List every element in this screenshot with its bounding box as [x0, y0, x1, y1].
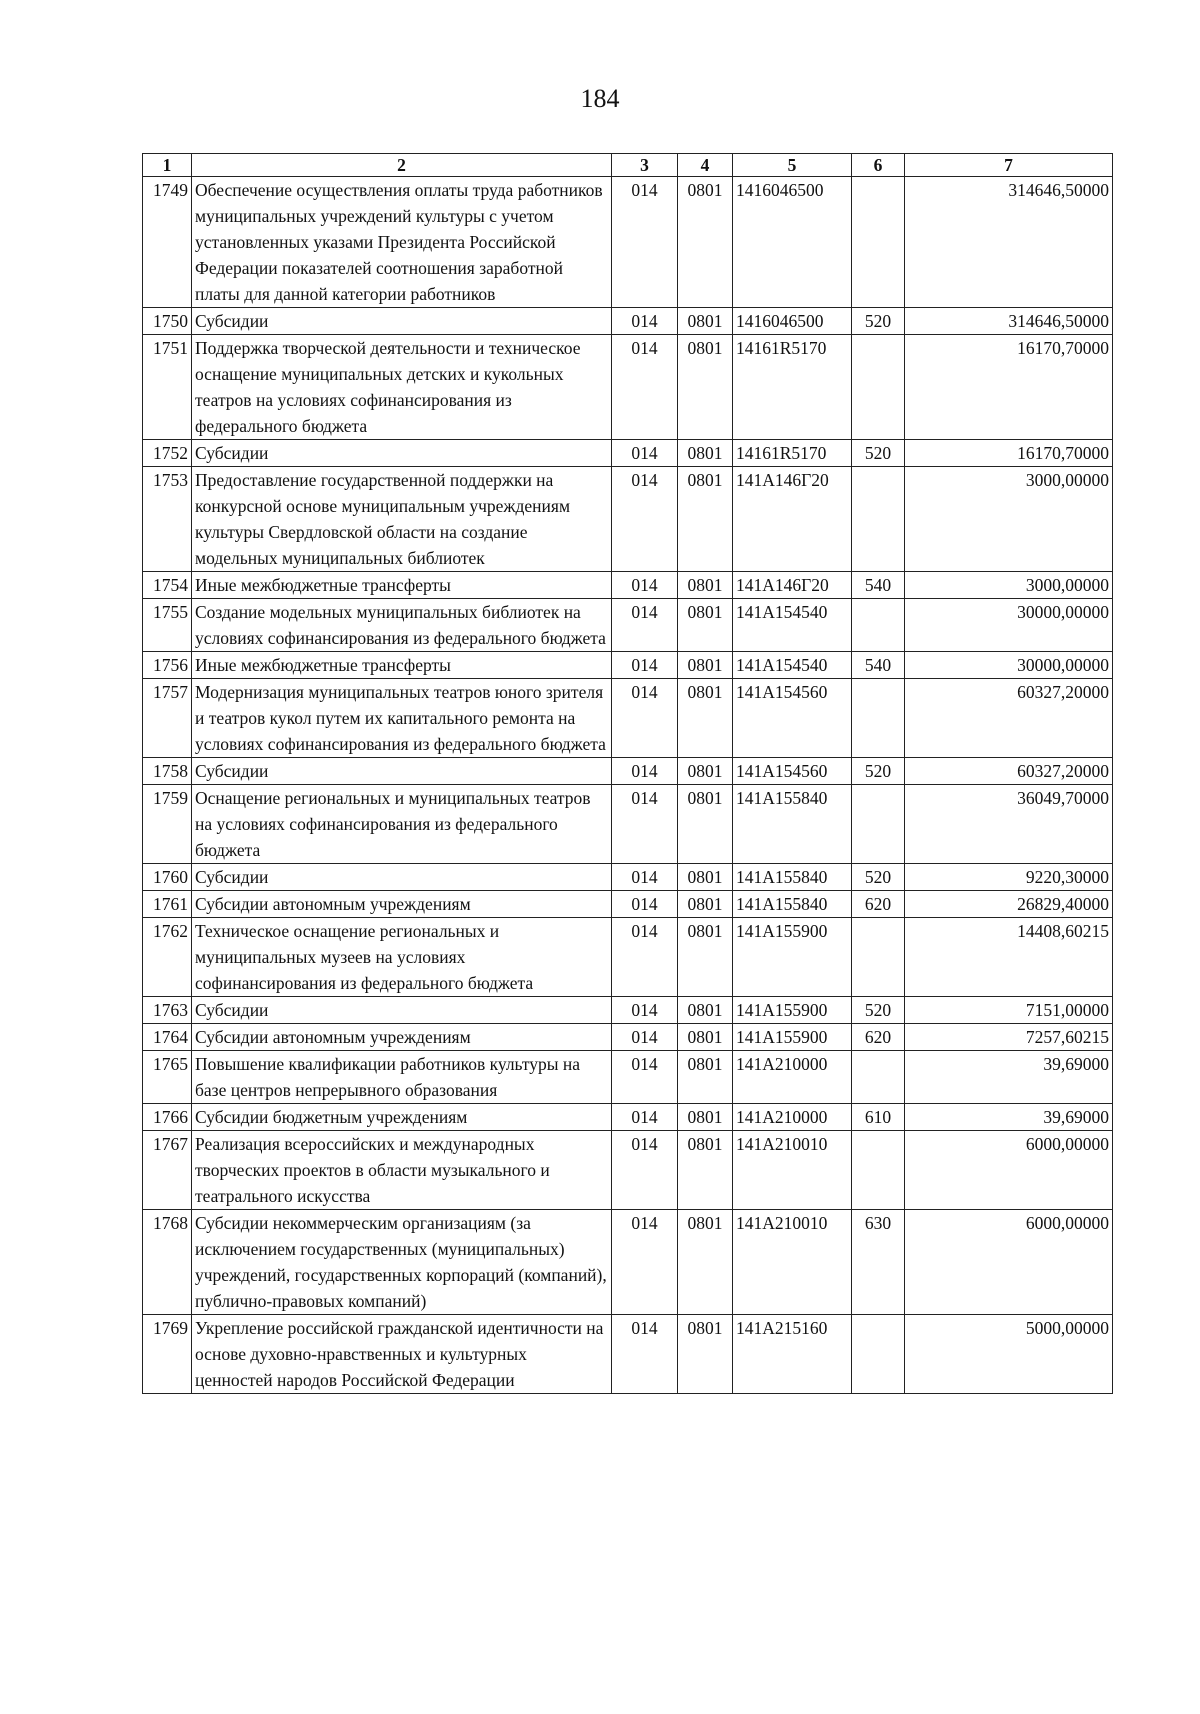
row-chapter-code: 014: [612, 652, 678, 679]
row-section-code: 0801: [678, 599, 733, 652]
row-number: 1767: [143, 1131, 192, 1210]
row-chapter-code: 014: [612, 1024, 678, 1051]
row-chapter-code: 014: [612, 308, 678, 335]
row-amount: 26829,40000: [905, 891, 1113, 918]
row-amount: 3000,00000: [905, 467, 1113, 572]
row-amount: 14408,60215: [905, 918, 1113, 997]
row-amount: 3000,00000: [905, 572, 1113, 599]
row-expense-type: [852, 177, 905, 308]
table-row: [143, 440, 1113, 467]
row-expense-type: [852, 918, 905, 997]
row-target-code: 141A155840: [733, 785, 852, 864]
table-row: [143, 335, 1113, 440]
row-number: 1749: [143, 177, 192, 308]
row-amount: 16170,70000: [905, 440, 1113, 467]
table-row: [143, 652, 1113, 679]
row-amount: 39,69000: [905, 1051, 1113, 1104]
row-amount: 5000,00000: [905, 1315, 1113, 1394]
table-row: [143, 308, 1113, 335]
row-expense-type: [852, 1051, 905, 1104]
row-section-code: 0801: [678, 785, 733, 864]
header-col-5: 5: [733, 154, 852, 177]
row-number: 1751: [143, 335, 192, 440]
row-expense-type: 630: [852, 1210, 905, 1315]
row-chapter-code: 014: [612, 1131, 678, 1210]
row-chapter-code: 014: [612, 335, 678, 440]
row-number: 1754: [143, 572, 192, 599]
row-expense-type: 520: [852, 997, 905, 1024]
header-col-1: 1: [143, 154, 192, 177]
row-chapter-code: 014: [612, 679, 678, 758]
row-target-code: 141A146Г20: [733, 467, 852, 572]
row-number: 1756: [143, 652, 192, 679]
row-target-code: 141A146Г20: [733, 572, 852, 599]
row-name: Оснащение региональных и муниципальных театров на условиях софинансирования из федерального бюджета: [192, 785, 612, 864]
header-col-3: 3: [612, 154, 678, 177]
row-name: Субсидии автономным учреждениям: [192, 891, 612, 918]
row-target-code: 1416046500: [733, 177, 852, 308]
row-target-code: 141A154560: [733, 758, 852, 785]
row-amount: 60327,20000: [905, 679, 1113, 758]
row-name: Иные межбюджетные трансферты: [192, 572, 612, 599]
page-number: 184: [580, 84, 620, 113]
table-row: [143, 997, 1113, 1024]
row-name: Субсидии: [192, 308, 612, 335]
row-target-code: 141A154560: [733, 679, 852, 758]
header-col-6: 6: [852, 154, 905, 177]
table-row: [143, 1131, 1113, 1210]
row-chapter-code: 014: [612, 572, 678, 599]
row-amount: 7151,00000: [905, 997, 1113, 1024]
row-name: Субсидии: [192, 440, 612, 467]
row-target-code: 141A155900: [733, 997, 852, 1024]
row-amount: 30000,00000: [905, 652, 1113, 679]
table-row: [143, 891, 1113, 918]
row-number: 1755: [143, 599, 192, 652]
table-row: [143, 599, 1113, 652]
row-section-code: 0801: [678, 572, 733, 599]
row-name: Создание модельных муниципальных библиотек на условиях софинансирования из федерального бюджета: [192, 599, 612, 652]
row-expense-type: [852, 335, 905, 440]
row-target-code: 14161R5170: [733, 335, 852, 440]
row-chapter-code: 014: [612, 177, 678, 308]
row-chapter-code: 014: [612, 1210, 678, 1315]
table-row: [143, 1051, 1113, 1104]
row-amount: 16170,70000: [905, 335, 1113, 440]
row-expense-type: 520: [852, 864, 905, 891]
row-section-code: 0801: [678, 918, 733, 997]
row-chapter-code: 014: [612, 599, 678, 652]
row-chapter-code: 014: [612, 1104, 678, 1131]
row-expense-type: 520: [852, 758, 905, 785]
row-name: Субсидии автономным учреждениям: [192, 1024, 612, 1051]
table-row: [143, 572, 1113, 599]
row-section-code: 0801: [678, 652, 733, 679]
row-target-code: 1416046500: [733, 308, 852, 335]
row-section-code: 0801: [678, 440, 733, 467]
row-chapter-code: 014: [612, 891, 678, 918]
table-row: [143, 177, 1113, 308]
row-name: Субсидии бюджетным учреждениям: [192, 1104, 612, 1131]
row-name: Субсидии: [192, 997, 612, 1024]
row-section-code: 0801: [678, 335, 733, 440]
row-target-code: 141A154540: [733, 652, 852, 679]
row-section-code: 0801: [678, 997, 733, 1024]
row-number: 1750: [143, 308, 192, 335]
row-target-code: 141A210000: [733, 1051, 852, 1104]
row-expense-type: [852, 1315, 905, 1394]
row-name: Повышение квалификации работников культуры на базе центров непрерывного образования: [192, 1051, 612, 1104]
row-expense-type: 520: [852, 440, 905, 467]
row-expense-type: [852, 1131, 905, 1210]
row-section-code: 0801: [678, 679, 733, 758]
row-chapter-code: 014: [612, 785, 678, 864]
row-chapter-code: 014: [612, 918, 678, 997]
row-section-code: 0801: [678, 1104, 733, 1131]
table-row: [143, 1104, 1113, 1131]
row-expense-type: [852, 467, 905, 572]
row-name: Иные межбюджетные трансферты: [192, 652, 612, 679]
row-target-code: 141A154540: [733, 599, 852, 652]
row-target-code: 141A155840: [733, 891, 852, 918]
row-amount: 39,69000: [905, 1104, 1113, 1131]
table-row: [143, 679, 1113, 758]
row-target-code: 14161R5170: [733, 440, 852, 467]
row-amount: 6000,00000: [905, 1210, 1113, 1315]
row-number: 1766: [143, 1104, 192, 1131]
table-row: [143, 1315, 1113, 1394]
row-amount: 6000,00000: [905, 1131, 1113, 1210]
row-name: Модернизация муниципальных театров юного зрителя и театров кукол путем их капитального ремонта на условиях софинансирования из федерального бюджета: [192, 679, 612, 758]
row-number: 1758: [143, 758, 192, 785]
row-name: Реализация всероссийских и международных творческих проектов в области музыкального и театрального искусства: [192, 1131, 612, 1210]
row-amount: 314646,50000: [905, 308, 1113, 335]
row-section-code: 0801: [678, 1315, 733, 1394]
row-name: Субсидии некоммерческим организациям (за исключением государственных (муниципальных) учреждений, государственных корпораций (компаний), публично-правовых компаний): [192, 1210, 612, 1315]
header-row: [143, 154, 1113, 177]
row-section-code: 0801: [678, 467, 733, 572]
row-number: 1763: [143, 997, 192, 1024]
row-expense-type: 540: [852, 652, 905, 679]
row-chapter-code: 014: [612, 997, 678, 1024]
row-section-code: 0801: [678, 1131, 733, 1210]
row-expense-type: 520: [852, 308, 905, 335]
row-number: 1759: [143, 785, 192, 864]
row-target-code: 141A155900: [733, 918, 852, 997]
row-number: 1752: [143, 440, 192, 467]
row-number: 1757: [143, 679, 192, 758]
row-expense-type: [852, 679, 905, 758]
row-expense-type: 620: [852, 1024, 905, 1051]
row-number: 1765: [143, 1051, 192, 1104]
row-target-code: 141A155840: [733, 864, 852, 891]
table-row: [143, 1024, 1113, 1051]
header-col-4: 4: [678, 154, 733, 177]
row-target-code: 141A215160: [733, 1315, 852, 1394]
row-name: Субсидии: [192, 758, 612, 785]
row-expense-type: 540: [852, 572, 905, 599]
row-section-code: 0801: [678, 1024, 733, 1051]
row-section-code: 0801: [678, 758, 733, 785]
row-chapter-code: 014: [612, 440, 678, 467]
table-row: [143, 864, 1113, 891]
row-number: 1768: [143, 1210, 192, 1315]
header-col-7: 7: [905, 154, 1113, 177]
row-target-code: 141A155900: [733, 1024, 852, 1051]
table-row: [143, 1210, 1113, 1315]
row-number: 1762: [143, 918, 192, 997]
row-chapter-code: 014: [612, 864, 678, 891]
row-expense-type: [852, 785, 905, 864]
row-name: Субсидии: [192, 864, 612, 891]
row-chapter-code: 014: [612, 467, 678, 572]
row-target-code: 141A210000: [733, 1104, 852, 1131]
row-amount: 9220,30000: [905, 864, 1113, 891]
row-chapter-code: 014: [612, 1051, 678, 1104]
row-section-code: 0801: [678, 177, 733, 308]
row-chapter-code: 014: [612, 1315, 678, 1394]
header-col-2: 2: [192, 154, 612, 177]
row-amount: 7257,60215: [905, 1024, 1113, 1051]
row-section-code: 0801: [678, 1051, 733, 1104]
table-row: [143, 467, 1113, 572]
row-name: Укрепление российской гражданской идентичности на основе духовно-нравственных и культурных ценностей народов Российской Федерации: [192, 1315, 612, 1394]
row-amount: 30000,00000: [905, 599, 1113, 652]
row-expense-type: [852, 599, 905, 652]
row-name: Поддержка творческой деятельности и техническое оснащение муниципальных детских и кукольных театров на условиях софинансирования из федерального бюджета: [192, 335, 612, 440]
row-name: Предоставление государственной поддержки на конкурсной основе муниципальным учреждениям культуры Свердловской области на создание модельных муниципальных библиотек: [192, 467, 612, 572]
row-number: 1769: [143, 1315, 192, 1394]
budget-table: [142, 153, 1113, 1394]
row-expense-type: 610: [852, 1104, 905, 1131]
table-row: [143, 785, 1113, 864]
row-target-code: 141A210010: [733, 1131, 852, 1210]
row-section-code: 0801: [678, 864, 733, 891]
row-number: 1764: [143, 1024, 192, 1051]
row-section-code: 0801: [678, 891, 733, 918]
row-amount: 314646,50000: [905, 177, 1113, 308]
row-number: 1761: [143, 891, 192, 918]
row-section-code: 0801: [678, 1210, 733, 1315]
table-row: [143, 758, 1113, 785]
row-number: 1753: [143, 467, 192, 572]
row-amount: 36049,70000: [905, 785, 1113, 864]
row-expense-type: 620: [852, 891, 905, 918]
table-body: [143, 177, 1113, 1394]
row-name: Обеспечение осуществления оплаты труда работников муниципальных учреждений культуры с учетом установленных указами Президента Российской Федерации показателей соотношения заработной платы для данной категории работников: [192, 177, 612, 308]
row-name: Техническое оснащение региональных и муниципальных музеев на условиях софинансирования из федерального бюджета: [192, 918, 612, 997]
row-amount: 60327,20000: [905, 758, 1113, 785]
row-target-code: 141A210010: [733, 1210, 852, 1315]
row-chapter-code: 014: [612, 758, 678, 785]
table-row: [143, 918, 1113, 997]
row-section-code: 0801: [678, 308, 733, 335]
row-number: 1760: [143, 864, 192, 891]
